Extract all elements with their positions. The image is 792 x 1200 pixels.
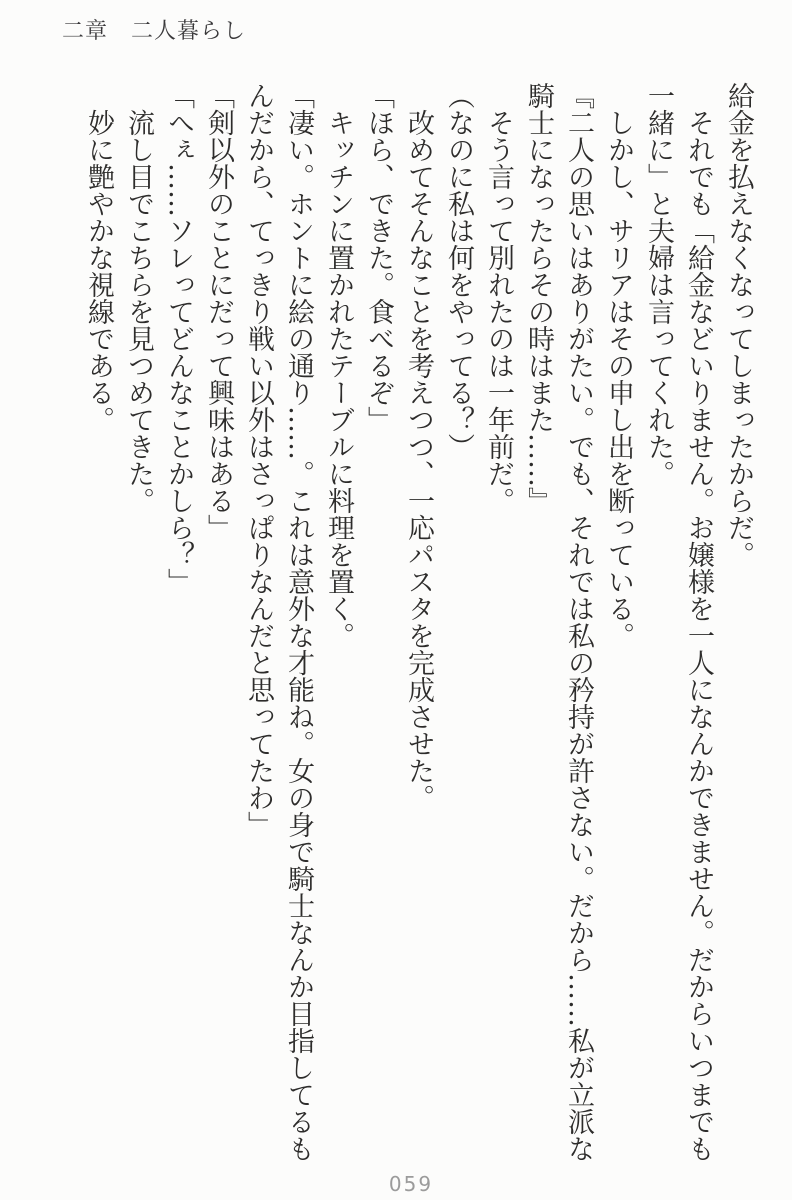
page-number: 059 — [388, 1172, 434, 1196]
paragraph: 「ほら、できた。食べるぞ」 — [363, 82, 394, 433]
chapter-header: 二章 二人暮らし — [62, 19, 247, 44]
paragraph: 「へぇ……ソレってどんなことかしら？」 — [163, 82, 194, 595]
paragraph: 改めてそんなことを考えつつ、一応パスタを完成させた。 — [403, 109, 434, 811]
paragraph: そう言って別れたのは一年前だ。 — [483, 109, 514, 514]
paragraph: （なのに私は何をやってる？） — [443, 82, 474, 460]
paragraph: しかし、サリアはその申し出を断っている。 — [603, 109, 634, 649]
paragraph: 給金を払えなくなってしまったからだ。 — [723, 82, 754, 568]
paragraph: 『二人の思いはありがたい。でも、それでは私の矜持が許さない。だから……私が立派な騎士になったらその時はまた……』 — [523, 82, 594, 1162]
paragraph: キッチンに置かれたテーブルに料理を置く。 — [323, 109, 354, 649]
paragraph: 「剣以外のことにだって興味はある」 — [203, 82, 234, 541]
paragraph: それでも「給金などいりません。お嬢様を一人になんかできません。だからいつまでも一緒に」と夫婦は言ってくれた。 — [643, 82, 714, 1162]
paragraph: 「凄い。ホントに絵の通り……。これは意外な才能ね。女の身で騎士なんか目指してるもんだから、てっきり戦い以外はさっぱりなんだと思ってたわ」 — [243, 82, 314, 1162]
paragraph: 妙に艶やかな視線である。 — [83, 109, 114, 433]
body-text — [48, 82, 758, 1162]
paragraph: 流し目でこちらを見つめてきた。 — [123, 109, 154, 514]
